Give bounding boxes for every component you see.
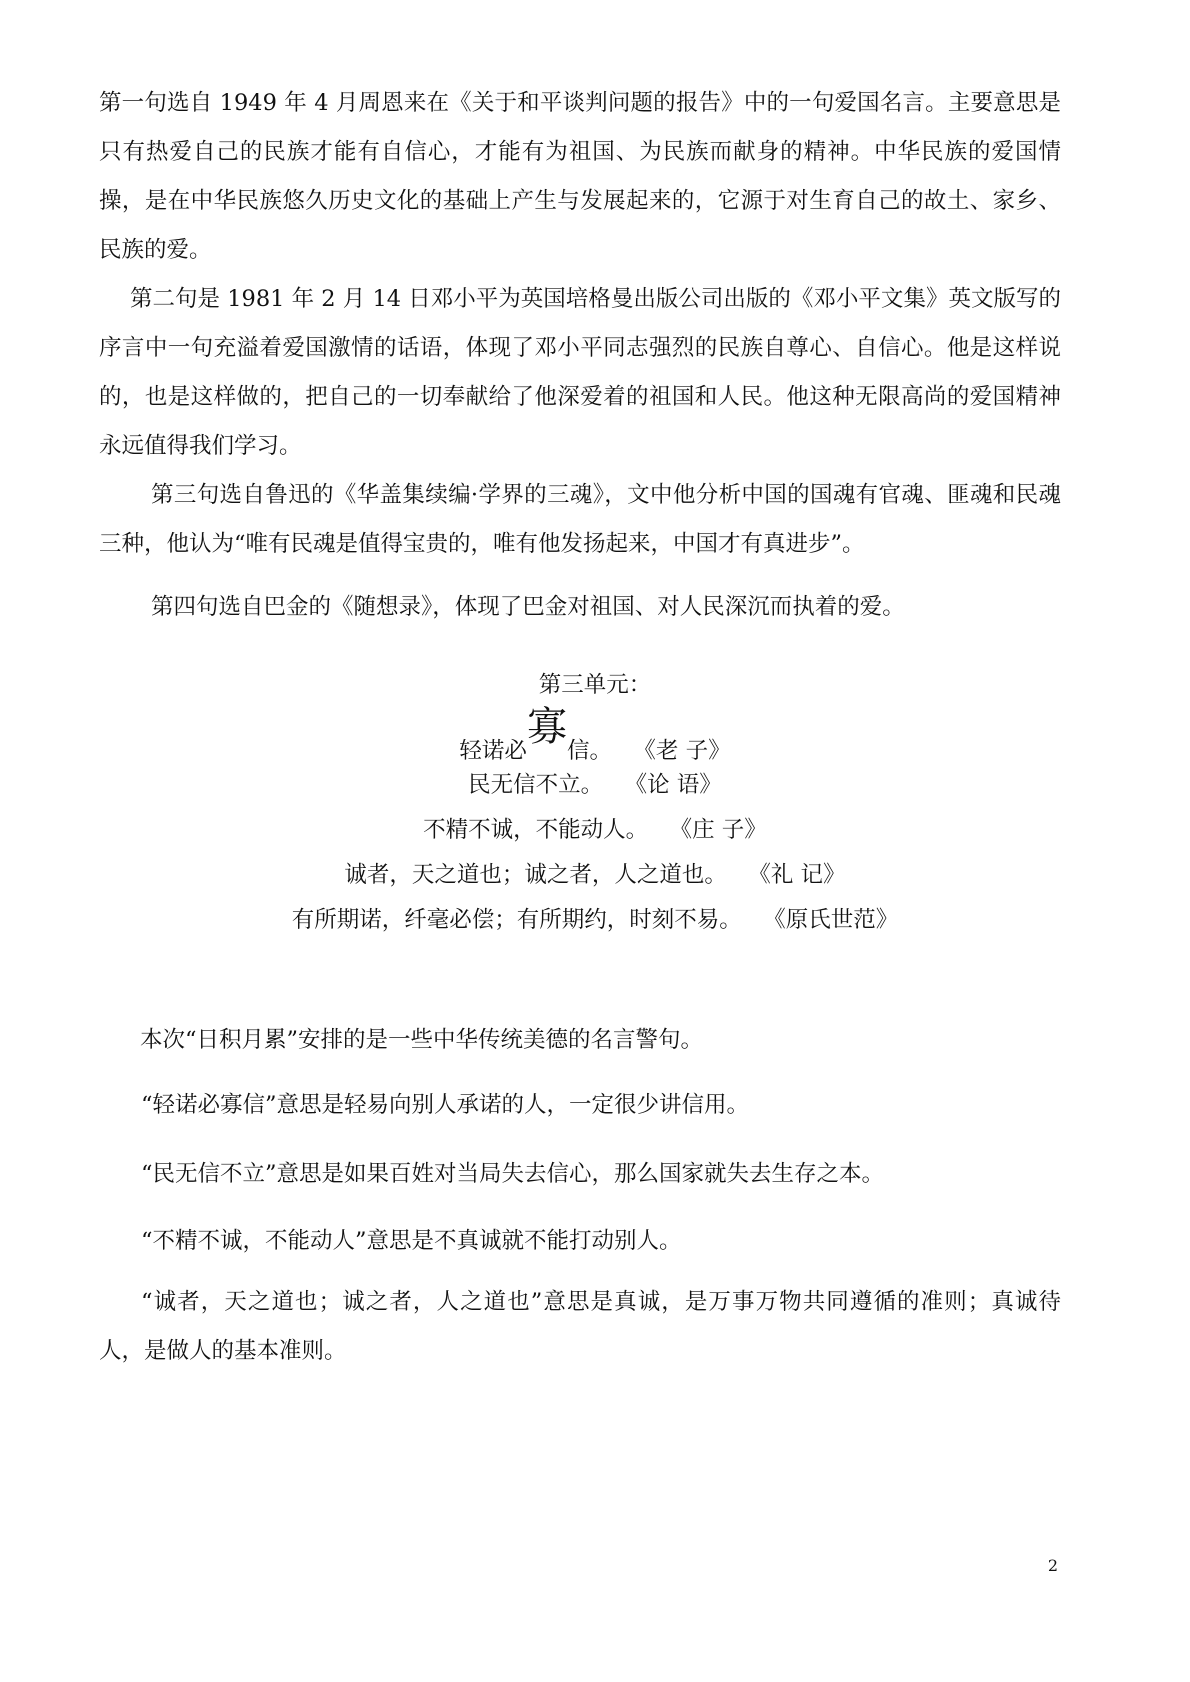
quote-2-text: 民无信不立。 [468,772,604,798]
explanation-intro: 本次“日积月累”安排的是一些中华传统美德的名言警句。 [140,1027,704,1053]
quote-5-text: 有所期诺，纤毫必偿；有所期约，时刻不易。 [291,907,742,933]
quote-line-1 [0,704,1190,766]
explanation-minwuxin: “民无信不立”意思是如果百姓对当局失去信心，那么国家就失去生存之本。 [141,1161,885,1187]
unit-title: 第三单元： [538,672,652,698]
quote-1-text-after: 信。 [566,738,612,764]
quote-3-text: 不精不诚，不能动人。 [423,817,649,843]
paragraph-fourth-sentence: 第四句选自巴金的《随想录》，体现了巴金对祖国、对人民深沉而执着的爱。 [151,594,905,620]
paragraph-first-sentence: 第一句选自 1949 年 4 月周恩来在《关于和平谈判问题的报告》中的一句爱国名言。主要意思是只有热爱自己的民族才能有自信心，才能有为祖国、为民族而献身的精神。中华民族的爱国情操，是在中华民族悠久历史文化的基础上产生与发展起来的，它源于对生育自己的故土、家乡、民族的爱。 [99,90,1061,263]
quote-line-2 [0,770,1190,800]
quote-1-text-before: 轻诺必 [459,738,527,764]
quote-1-source: 《老 子》 [633,738,731,764]
quote-4-text: 诚者，天之道也；诚之者，人之道也。 [344,862,727,888]
explanation-bujingbucheng: “不精不诚，不能动人”意思是不真诚就不能打动别人。 [141,1228,682,1254]
quote-line-5 [0,905,1190,935]
explanation-qingnuo: “轻诺必寡信”意思是轻易向别人承诺的人，一定很少讲信用。 [141,1092,750,1118]
quote-line-4 [0,860,1190,890]
explanation-chengzhe: “诚者，天之道也；诚之者，人之道也”意思是真诚，是万事万物共同遵循的准则；真诚待人，是做人的基本准则。 [99,1289,1061,1364]
quote-3-source: 《庄 子》 [669,817,767,843]
paragraph-second-sentence: 第二句是 1981 年 2 月 14 日邓小平为英国培格曼出版公司出版的《邓小平文集》英文版写的序言中一句充溢着爱国激情的话语，体现了邓小平同志强烈的民族自尊心、自信心。他是这样说的，也是这样做的，把自己的一切奉献给了他深爱着的祖国和人民。他这种无限高尚的爱国精神永远值得我们学习。 [99,286,1061,459]
quote-1-large-char: 寡 [526,704,567,750]
paragraph-third-sentence: 第三句选自鲁迅的《华盖集续编·学界的三魂》，文中他分析中国的国魂有官魂、匪魂和民魂三种，他认为“唯有民魂是值得宝贵的，唯有他发扬起来，中国才有真进步”。 [99,482,1061,557]
quote-2-source: 《论 语》 [624,772,722,798]
quote-line-3 [0,815,1190,845]
quote-5-source: 《原氏世范》 [763,907,899,933]
page-number: 2 [1047,1556,1058,1575]
quote-4-source: 《礼 记》 [748,862,846,888]
